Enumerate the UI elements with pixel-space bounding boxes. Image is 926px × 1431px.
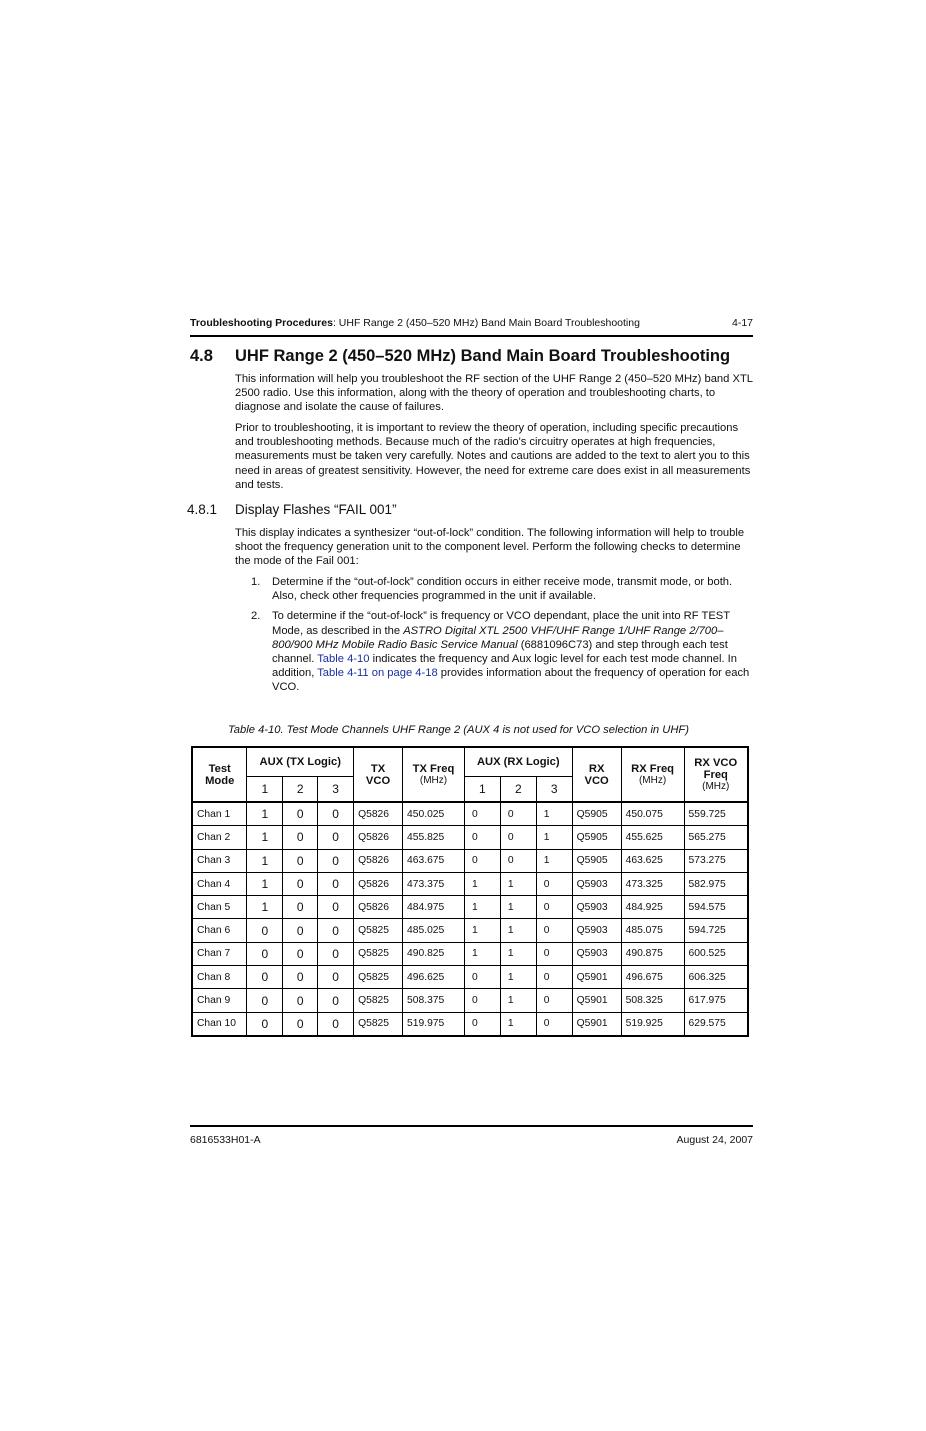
header-test-mode: Test Mode — [192, 747, 247, 802]
table-cell: 0 — [464, 1012, 500, 1036]
table-cell: 455.825 — [403, 826, 465, 849]
header-aux-tx-1: 1 — [247, 777, 283, 803]
procedure-steps — [251, 575, 753, 701]
table-cell: 0 — [318, 966, 354, 989]
table-cell: Q5826 — [354, 826, 403, 849]
table-cell: 0 — [500, 826, 536, 849]
subsection-heading — [187, 502, 397, 517]
manual-title: ASTRO Digital XTL 2500 VHF/UHF Range 1/UHF Range 2/700–800/900 MHz Mobile Radio Basic Service Manual — [272, 624, 724, 651]
table-cell: Q5903 — [572, 872, 621, 895]
page-footer — [190, 1134, 753, 1146]
table-row — [192, 896, 748, 919]
table-cell: Chan 9 — [192, 989, 247, 1012]
running-header-subtitle: : UHF Range 2 (450–520 MHz) Band Main Board Troubleshooting — [332, 317, 640, 329]
running-header — [190, 317, 753, 329]
table-cell: 0 — [283, 989, 318, 1012]
table-cell: 0 — [283, 896, 318, 919]
table-cell: 600.525 — [684, 942, 748, 965]
step-text: To determine if the “out-of-lock” is frequency or VCO dependant, place the unit into RF TEST Mode, as described in the ASTRO Digital XTL 2500 VHF/UHF Range 1/UHF Range 2/700–800/900 MHz Mobile Radio Basic Service Manual (6881096C73) and step through each test channel. Table 4-10 indicates the frequency and Aux logic level for each test mode channel. In addition, Table 4-11 on page 4-18 provides information about the frequency of operation for each VCO. — [272, 610, 750, 694]
table-cell: 485.075 — [621, 919, 684, 942]
table-cell: 484.925 — [621, 896, 684, 919]
header-aux-rx-3: 3 — [536, 777, 572, 803]
running-header-section: Troubleshooting Procedures — [190, 317, 333, 329]
table-cell: 484.975 — [403, 896, 465, 919]
table-cell: 1 — [536, 849, 572, 872]
table-cell: Q5903 — [572, 896, 621, 919]
table-cell: Q5826 — [354, 849, 403, 872]
subsection-paragraph — [235, 526, 753, 569]
table-cell: 0 — [247, 989, 283, 1012]
table-cell: Chan 4 — [192, 872, 247, 895]
table-cell: 0 — [283, 919, 318, 942]
table-cell: 0 — [500, 849, 536, 872]
table-cell: 0 — [318, 896, 354, 919]
table-cell: Chan 7 — [192, 942, 247, 965]
table-cell: 519.975 — [403, 1012, 465, 1036]
table-cell: 0 — [283, 849, 318, 872]
header-rx-vco: RX VCO — [572, 747, 621, 802]
table-cell: 473.325 — [621, 872, 684, 895]
table-cell: 594.725 — [684, 919, 748, 942]
header-aux-tx: AUX (TX Logic) — [247, 747, 354, 777]
table-cell: 519.925 — [621, 1012, 684, 1036]
table-cell: 1 — [536, 802, 572, 826]
list-item — [251, 575, 753, 603]
table-cell: 1 — [464, 942, 500, 965]
table-cell: Chan 5 — [192, 896, 247, 919]
table-cell: 0 — [536, 989, 572, 1012]
table-cell: 0 — [500, 802, 536, 826]
header-tx-freq: TX Freq (MHz) — [403, 747, 465, 802]
table-cell: 565.275 — [684, 826, 748, 849]
table-cell: Q5825 — [354, 919, 403, 942]
table-cell: Q5905 — [572, 849, 621, 872]
header-rx-vco-freq: RX VCO Freq (MHz) — [684, 747, 748, 802]
table-cell: Chan 8 — [192, 966, 247, 989]
table-cell: 0 — [247, 1012, 283, 1036]
table-cell: 0 — [536, 896, 572, 919]
table-4-11-link[interactable]: Table 4-11 on page 4-18 — [317, 667, 438, 680]
table-cell: 463.675 — [403, 849, 465, 872]
table-cell: 594.575 — [684, 896, 748, 919]
table-cell: 1 — [500, 872, 536, 895]
table-cell: 0 — [536, 919, 572, 942]
table-cell: Q5825 — [354, 942, 403, 965]
table-cell: Q5901 — [572, 1012, 621, 1036]
table-cell: 496.625 — [403, 966, 465, 989]
table-cell: 1 — [247, 896, 283, 919]
section-precautions-paragraph — [235, 421, 753, 492]
table-4-10-link[interactable]: Table 4-10 — [317, 653, 370, 666]
table-cell: 0 — [318, 989, 354, 1012]
running-header-title — [190, 317, 640, 329]
table-cell: 0 — [464, 802, 500, 826]
table-cell: Q5826 — [354, 896, 403, 919]
table-cell: 508.325 — [621, 989, 684, 1012]
table-cell: 0 — [464, 989, 500, 1012]
table-cell: Q5825 — [354, 989, 403, 1012]
table-cell: 1 — [247, 826, 283, 849]
table-row — [192, 942, 748, 965]
header-aux-tx-3: 3 — [318, 777, 354, 803]
table-cell: 1 — [247, 802, 283, 826]
doc-date: August 24, 2007 — [676, 1134, 753, 1146]
table-cell: Q5825 — [354, 966, 403, 989]
table-cell: 1 — [464, 896, 500, 919]
table-cell: 463.625 — [621, 849, 684, 872]
header-aux-rx-2: 2 — [500, 777, 536, 803]
section-heading — [190, 347, 730, 366]
table-row — [192, 1012, 748, 1036]
table-cell: 582.975 — [684, 872, 748, 895]
header-tx-vco: TX VCO — [354, 747, 403, 802]
table-cell: 1 — [500, 942, 536, 965]
header-aux-rx-1: 1 — [464, 777, 500, 803]
table-cell: 0 — [318, 1012, 354, 1036]
table-cell: 0 — [247, 966, 283, 989]
table-cell: 0 — [318, 849, 354, 872]
table-cell: 0 — [318, 872, 354, 895]
table-cell: Q5903 — [572, 942, 621, 965]
table-cell: 559.725 — [684, 802, 748, 826]
table-cell: 450.025 — [403, 802, 465, 826]
table-cell: 0 — [318, 826, 354, 849]
table-cell: 450.075 — [621, 802, 684, 826]
table-cell: 0 — [464, 826, 500, 849]
table-cell: 1 — [500, 966, 536, 989]
paragraph-text: This information will help you troubleshoot the RF section of the UHF Range 2 (450–520 MHz) band XTL 2500 radio. Use this information, along with the theory of operation and troubleshooting charts, to diagnose and isolate the cause of failures. — [235, 373, 753, 414]
table-cell: 0 — [464, 966, 500, 989]
table-cell: 1 — [500, 896, 536, 919]
table-cell: Chan 10 — [192, 1012, 247, 1036]
table-cell: 1 — [536, 826, 572, 849]
table-cell: 0 — [283, 1012, 318, 1036]
table-cell: 1 — [500, 989, 536, 1012]
table-cell: 0 — [536, 942, 572, 965]
table-row — [192, 919, 748, 942]
table-cell: Q5903 — [572, 919, 621, 942]
table-cell: 473.375 — [403, 872, 465, 895]
subsection-number: 4.8.1 — [187, 502, 218, 517]
table-cell: 508.375 — [403, 989, 465, 1012]
table-cell: 1 — [500, 1012, 536, 1036]
table-cell: 0 — [283, 942, 318, 965]
table-cell: Q5901 — [572, 966, 621, 989]
header-aux-rx: AUX (RX Logic) — [464, 747, 572, 777]
paragraph-text: This display indicates a synthesizer “out-of-lock” condition. The following information will help to trouble shoot the frequency generation unit to the component level. Perform the following checks to determine the mode of the Fail 001: — [235, 527, 745, 568]
table-cell: 617.975 — [684, 989, 748, 1012]
table-row — [192, 802, 748, 826]
table-cell: 0 — [536, 966, 572, 989]
table-cell: 0 — [283, 826, 318, 849]
table-caption: Table 4-10. Test Mode Channels UHF Range 2 (AUX 4 is not used for VCO selection in UHF) — [228, 724, 689, 736]
table-cell: Chan 6 — [192, 919, 247, 942]
paragraph-text: Prior to troubleshooting, it is important to review the theory of operation, including specific precautions and troubleshooting methods. Because much of the radio's circuitry operates at high frequencies, measurements must be taken very carefully. Notes and cautions are added to the text to alert you to this need in areas of greatest sensitivity. However, the need for extreme care does exist in all measurements and tests. — [235, 422, 751, 491]
table-cell: 0 — [536, 872, 572, 895]
subsection-title: Display Flashes “FAIL 001” — [235, 502, 397, 517]
table-row — [192, 849, 748, 872]
table-cell: 629.575 — [684, 1012, 748, 1036]
footer-divider — [190, 1125, 753, 1127]
table-cell: Q5905 — [572, 826, 621, 849]
page-number: 4-17 — [731, 317, 753, 329]
table-cell: Chan 2 — [192, 826, 247, 849]
header-rx-freq: RX Freq (MHz) — [621, 747, 684, 802]
step-number: 1. — [251, 576, 261, 588]
table-cell: 0 — [318, 802, 354, 826]
table-cell: 0 — [247, 942, 283, 965]
table-cell: 455.625 — [621, 826, 684, 849]
table-cell: 0 — [283, 966, 318, 989]
table-cell: 496.675 — [621, 966, 684, 989]
table-cell: 0 — [318, 942, 354, 965]
table-cell: 573.275 — [684, 849, 748, 872]
table-cell: Chan 1 — [192, 802, 247, 826]
section-number: 4.8 — [190, 347, 213, 365]
table-row — [192, 966, 748, 989]
section-title: UHF Range 2 (450–520 MHz) Band Main Board Troubleshooting — [235, 347, 731, 365]
list-item — [251, 609, 753, 694]
step-text: Determine if the “out-of-lock” condition occurs in either receive mode, transmit mode, or both. Also, check other frequencies programmed in the unit if available. — [272, 576, 733, 603]
table-cell: 0 — [283, 872, 318, 895]
table-cell: Q5825 — [354, 1012, 403, 1036]
step-number: 2. — [251, 610, 261, 623]
table-cell: 1 — [500, 919, 536, 942]
doc-number: 6816533H01-A — [190, 1134, 261, 1146]
table-cell: Q5826 — [354, 802, 403, 826]
header-aux-tx-2: 2 — [283, 777, 318, 803]
table-cell: 606.325 — [684, 966, 748, 989]
table-cell: 0 — [464, 849, 500, 872]
table-cell: 1 — [247, 872, 283, 895]
table-cell: 0 — [318, 919, 354, 942]
table-cell: 0 — [283, 802, 318, 826]
header-divider — [190, 335, 753, 337]
table-cell: 1 — [464, 919, 500, 942]
table-cell: Q5901 — [572, 989, 621, 1012]
section-intro-paragraph — [235, 372, 753, 415]
test-mode-channels-table — [191, 746, 749, 1037]
table-cell: Q5905 — [572, 802, 621, 826]
table-cell: 0 — [536, 1012, 572, 1036]
table-cell: Chan 3 — [192, 849, 247, 872]
table-cell: 1 — [464, 872, 500, 895]
table-cell: 1 — [247, 849, 283, 872]
table-row — [192, 826, 748, 849]
table-cell: 485.025 — [403, 919, 465, 942]
table-row — [192, 989, 748, 1012]
table-cell: Q5826 — [354, 872, 403, 895]
table-cell: 490.875 — [621, 942, 684, 965]
table-row — [192, 872, 748, 895]
table-cell: 0 — [247, 919, 283, 942]
table-cell: 490.825 — [403, 942, 465, 965]
